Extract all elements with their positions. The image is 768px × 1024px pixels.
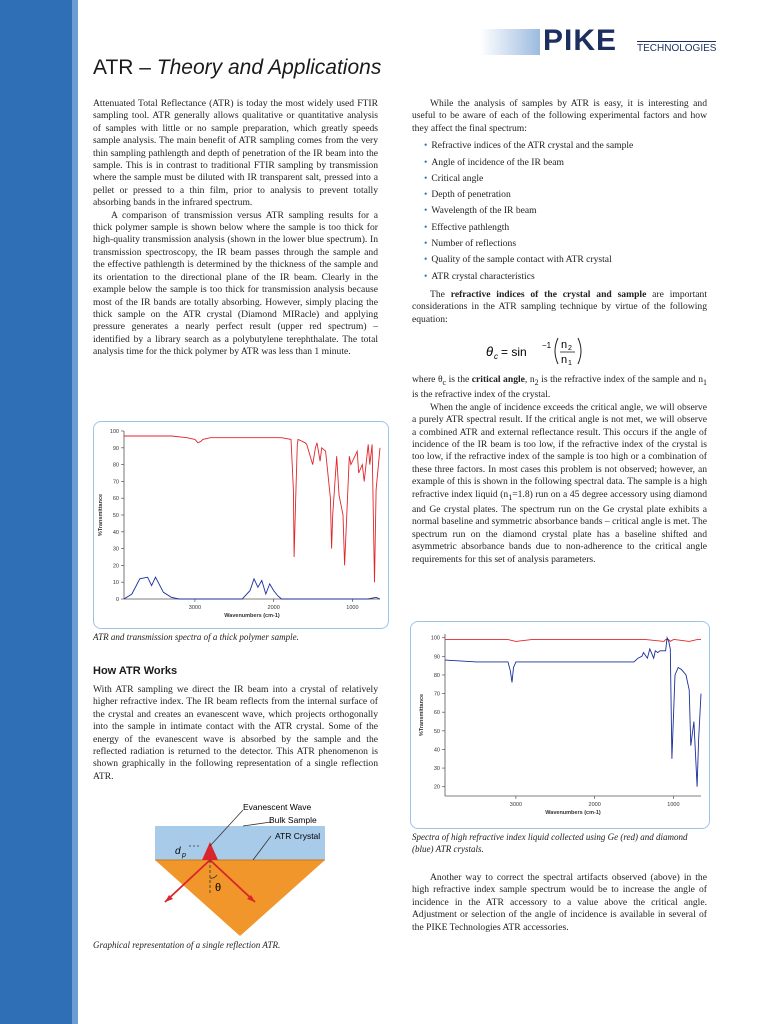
eq-paren-right bbox=[578, 338, 581, 364]
chart-1 bbox=[94, 422, 388, 628]
list-item-text: Wavelength of the IR beam bbox=[431, 205, 537, 217]
text-span: When the angle of incidence exceeds the critical angle, we will observe a purely ATR spectral result. If the critical angle is not met, we will observe a combined ATR and external reflectance result. This occurs if the angle of incidence of the IR beam is too low, if the refractive index of the crystal is too low, if the refractive index of the sample is too high or a combination of these three factors. In most cases this problem is not observed; however, an example of this is shown in the following spectral data. The sample is a high refractive index liquid (n bbox=[412, 401, 707, 500]
x-tick-label: 1000 bbox=[667, 802, 680, 808]
series-line-1 bbox=[124, 436, 380, 582]
y-tick-label: 80 bbox=[433, 672, 440, 679]
title-main: ATR – bbox=[93, 56, 157, 79]
text-span: where θ bbox=[412, 374, 443, 386]
list-item bbox=[424, 269, 707, 285]
y-axis-label: %Transmittance bbox=[98, 493, 104, 537]
bullet-icon: • bbox=[424, 205, 428, 217]
text-span: , n bbox=[524, 374, 535, 386]
bullet-icon: • bbox=[424, 172, 428, 184]
closing-column bbox=[412, 872, 707, 934]
logo-gradient bbox=[480, 29, 540, 55]
intro-paragraph-1: Attenuated Total Reflectance (ATR) is today the most widely used FTIR sampling tool. ATR generally allows qualitative or quantitative analysis of samples with little or no sample preparation, which greatly speeds sample analysis. The main benefit of ATR sampling comes from the very thin sampling pathlength and depth of penetration of the IR beam into the sample. This is in contrast to traditional FTIR sampling by transmission where the sample must be diluted with IR transparent salt, pressed into a pellet or pressed to a thin film, prior to analysis to prevent totally absorbing bands in the infrared spectrum. bbox=[93, 98, 378, 209]
leader-line bbox=[243, 822, 271, 826]
list-item-text: Number of reflections bbox=[431, 238, 517, 249]
y-tick-label: 100 bbox=[109, 429, 119, 435]
right-column bbox=[412, 98, 707, 566]
bullet-icon: • bbox=[424, 221, 428, 233]
incidence-paragraph bbox=[412, 402, 707, 566]
atr-crystal-region bbox=[155, 860, 325, 936]
series-line-2 bbox=[445, 638, 701, 787]
eq-theta-sub: c bbox=[493, 352, 498, 362]
y-axis-label: %Transmittance bbox=[419, 693, 425, 737]
y-tick-label: 50 bbox=[433, 728, 440, 735]
intro-column bbox=[93, 98, 378, 359]
label-theta: θ bbox=[215, 882, 222, 894]
eq-sup: −1 bbox=[541, 341, 551, 351]
x-axis-label: Wavenumbers (cm-1) bbox=[224, 613, 280, 619]
refractive-paragraph bbox=[412, 289, 707, 326]
critical-angle-equation bbox=[412, 334, 707, 368]
brand-logo: PIKE bbox=[543, 24, 618, 57]
label-atr-crystal: ATR Crystal bbox=[275, 831, 321, 841]
label-bulk-sample: Bulk Sample bbox=[269, 815, 317, 825]
list-item bbox=[424, 171, 707, 187]
series-line-1 bbox=[445, 640, 701, 642]
list-item-text: ATR crystal characteristics bbox=[431, 270, 535, 282]
bullet-icon: • bbox=[424, 254, 428, 266]
y-tick-label: 30 bbox=[112, 546, 119, 553]
series-line-2 bbox=[124, 577, 380, 599]
list-item bbox=[424, 252, 707, 268]
x-tick-label: 1000 bbox=[346, 605, 359, 611]
y-tick-label: 30 bbox=[433, 766, 440, 773]
list-item-text: Critical angle bbox=[431, 172, 484, 184]
section-heading-how-atr: How ATR Works bbox=[93, 665, 178, 677]
x-axis-label: Wavenumbers (cm-1) bbox=[545, 810, 601, 816]
bold-term: critical angle bbox=[471, 374, 525, 386]
list-item bbox=[424, 187, 707, 203]
closing-paragraph: Another way to correct the spectral artifacts observed (above) in the high refractive index sample spectrum would be to increase the angle of incidence in the ATR accessory to a value above the critical angle. Adjustment or selection of the angle of incidence is available in several of the PIKE Technologies ATR accessories. bbox=[412, 872, 707, 933]
x-tick-label: 3000 bbox=[188, 605, 202, 611]
y-tick-label: 70 bbox=[433, 691, 440, 698]
eq-den: n bbox=[560, 354, 567, 367]
factors-intro: While the analysis of samples by ATR is easy, it is interesting and useful to be aware of each of the following experimental factors and how they affect the final spectrum: bbox=[412, 98, 707, 134]
y-tick-label: 80 bbox=[112, 462, 119, 469]
list-item bbox=[424, 155, 707, 171]
list-item-text: Refractive indices of the ATR crystal and the sample bbox=[431, 140, 634, 152]
how-atr-paragraph: With ATR sampling we direct the IR beam into a crystal of relatively higher refractive index. The IR beam reflects from the internal surface of the crystal and creates an evanescent wave, which projects orthogonally into the sample in intimate contact with the ATR crystal. Some of the energy of the evanescent wave is absorbed by the sample and the reflected radiation is returned to the detector. This ATR phenomenon is shown graphically in the following representation of a single reflection ATR. bbox=[93, 684, 378, 782]
list-item-text: Effective pathlength bbox=[431, 221, 510, 233]
list-item bbox=[424, 203, 707, 219]
brand-subtitle: TECHNOLOGIES bbox=[637, 43, 717, 54]
diagram-caption: Graphical representation of a single reflection ATR. bbox=[93, 940, 281, 950]
label-dp-sub: p bbox=[182, 852, 186, 859]
y-tick-label: 10 bbox=[112, 580, 119, 587]
eq-den-sub: 1 bbox=[567, 360, 572, 368]
list-item bbox=[424, 236, 707, 252]
bullet-icon: • bbox=[424, 238, 428, 249]
x-tick-label: 2000 bbox=[588, 802, 601, 808]
chart-2-caption: Spectra of high refractive index liquid collected using Ge (red) and diamond (blue) ATR crystals. bbox=[412, 832, 688, 854]
chart-1-frame bbox=[93, 421, 389, 629]
chart-2-frame bbox=[410, 621, 710, 829]
bullet-icon: • bbox=[424, 156, 428, 168]
y-tick-label: 90 bbox=[433, 654, 440, 661]
eq-num: n bbox=[560, 339, 567, 352]
x-tick-label: 3000 bbox=[509, 802, 523, 808]
list-item-text: Angle of incidence of the IR beam bbox=[431, 156, 565, 168]
y-tick-label: 100 bbox=[430, 635, 440, 642]
critical-angle-definition bbox=[412, 374, 707, 402]
eq-sin: = sin bbox=[500, 345, 527, 360]
y-tick-label: 0 bbox=[115, 597, 119, 603]
y-tick-label: 40 bbox=[433, 747, 440, 754]
text-sub: 2 bbox=[534, 378, 539, 388]
how-atr-column bbox=[93, 684, 378, 783]
text-sub: c bbox=[442, 378, 447, 388]
list-item-text: Quality of the sample contact with ATR crystal bbox=[431, 254, 612, 266]
y-tick-label: 70 bbox=[112, 479, 119, 486]
list-item bbox=[424, 138, 707, 154]
label-evanescent-wave: Evanescent Wave bbox=[243, 802, 312, 812]
sidebar-edge bbox=[72, 0, 78, 1024]
y-tick-label: 20 bbox=[112, 563, 119, 570]
y-tick-label: 90 bbox=[112, 445, 119, 452]
y-tick-label: 60 bbox=[112, 496, 119, 503]
text-sub: 1 bbox=[703, 378, 707, 388]
bullet-icon: • bbox=[424, 189, 428, 201]
bullet-icon: • bbox=[424, 140, 428, 152]
text-span: is the bbox=[446, 374, 472, 386]
text-span: =1.8) run on a 45 degree accessory using diamond and Ge crystal plates. The spectrum run on the Ge crystal plate exhibits a normal baseline and symmetric absorbance bands – critical angle is met. The spectrum run on the diamond crystal plate has a baseline shifted and asymmetric absorbance bands due to non-adherence to the critical angle requirements for this set of analysis parameters. bbox=[412, 488, 707, 565]
text-span: is the refractive index of the sample and n bbox=[538, 374, 703, 386]
y-tick-label: 40 bbox=[112, 529, 119, 536]
bullet-icon: • bbox=[424, 270, 428, 282]
factors-list bbox=[424, 138, 707, 285]
title-italic: Theory and Applications bbox=[156, 56, 382, 79]
eq-num-sub: 2 bbox=[567, 345, 572, 353]
atr-diagram bbox=[93, 798, 383, 938]
label-dp: d bbox=[175, 846, 181, 857]
list-item-text: Depth of penetration bbox=[431, 189, 511, 201]
y-tick-label: 50 bbox=[112, 513, 119, 519]
eq-theta: θ bbox=[485, 344, 493, 360]
x-tick-label: 2000 bbox=[267, 605, 280, 611]
text-span: The bbox=[430, 288, 451, 300]
eq-paren-left bbox=[555, 338, 558, 364]
text-span: are important considerations in the ATR sampling technique by virtue of the following equation: bbox=[412, 288, 707, 325]
sidebar-band bbox=[0, 0, 72, 1024]
chart-2 bbox=[411, 622, 709, 828]
bold-term: refractive indices of the crystal and sample bbox=[450, 288, 647, 300]
text-sub: 1 bbox=[508, 492, 513, 502]
page-title bbox=[93, 56, 381, 80]
text-span: is the refractive index of the crystal. bbox=[412, 389, 551, 401]
intro-paragraph-2: A comparison of transmission versus ATR sampling results for a thick polymer sample is shown below where the sample is too thick for high-quality transmission analysis (shown in the lower blue spectrum). In transmission spectroscopy, the IR beam passes through the sample and the effective pathlength is determined by the thickness of the sample and its orientation to the directional plane of the IR beam. Clearly in the example below the sample is too thick for transmission analysis because most of the IR bands are totally absorbing. However, simply placing the thick sample on the ATR crystal (Diamond MIRacle) and applying pressure generates a nearly perfect result (upper red spectrum) – identified by a library search as a polybutylene terephthalate. The total analysis time for the thick polymer by ATR was less than 1 minute. bbox=[93, 209, 378, 358]
y-tick-label: 60 bbox=[433, 710, 440, 717]
y-tick-label: 20 bbox=[433, 784, 440, 791]
list-item bbox=[424, 220, 707, 236]
chart-1-caption: ATR and transmission spectra of a thick polymer sample. bbox=[93, 632, 299, 642]
equation-graphic bbox=[480, 334, 640, 368]
